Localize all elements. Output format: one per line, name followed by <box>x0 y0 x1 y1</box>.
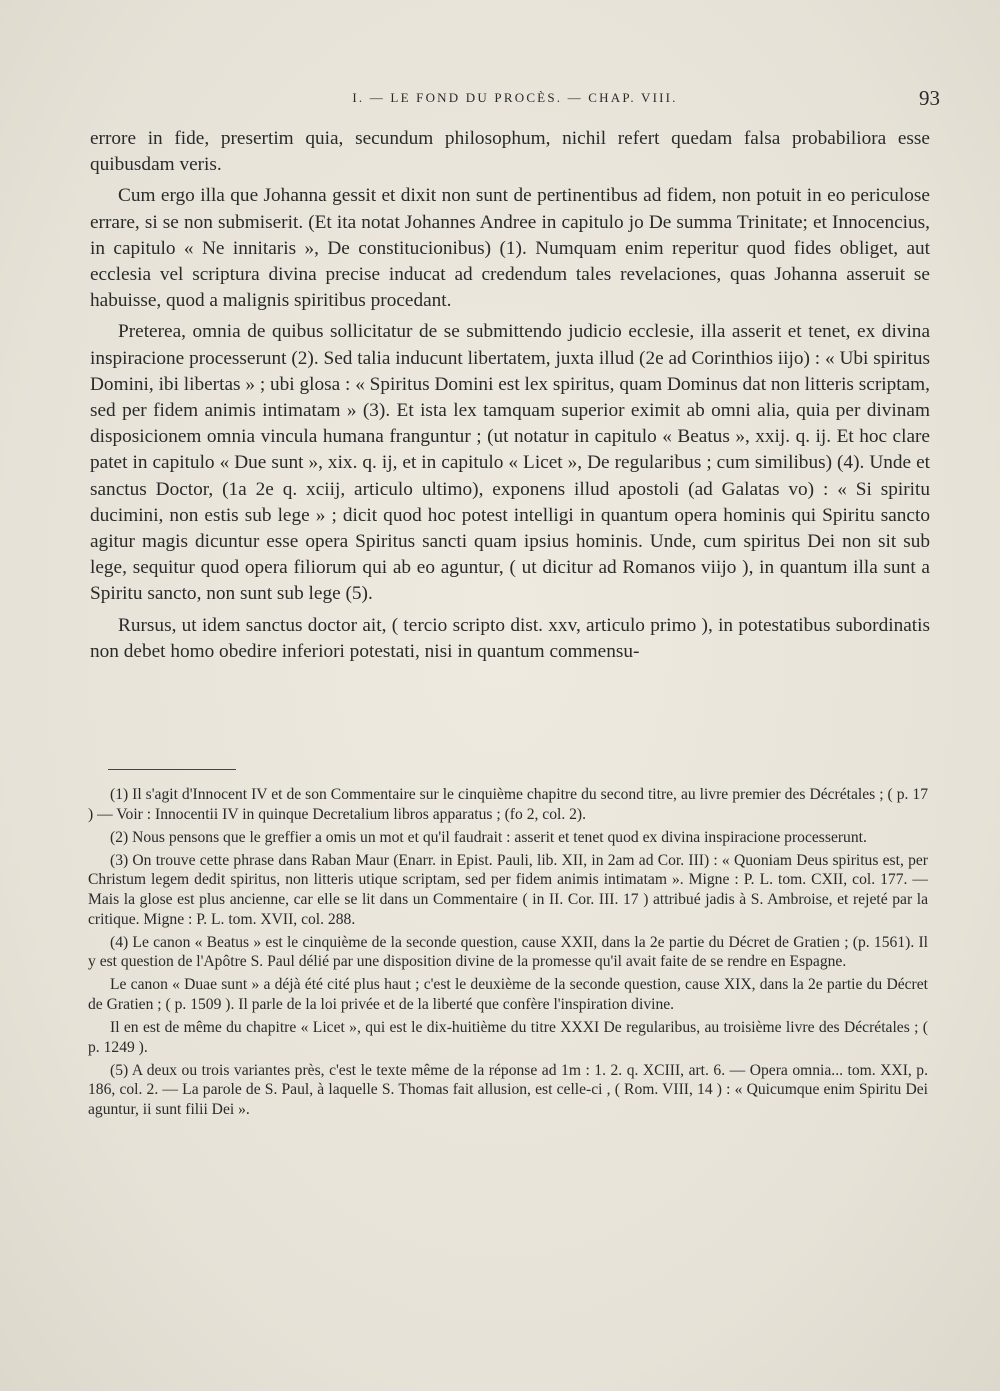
running-head <box>90 86 940 116</box>
paragraph: Preterea, omnia de quibus sollicitatur de se submittendo judicio ecclesie, illa asserit et tenet, ex divina inspiracione processerunt (2). Sed talia inducunt libertatem, juxta illud (2e ad Corinthios iijo) : « Ubi spiritus Domini, ibi libertas » ; ubi glosa : « Spiritus Domini est lex spiritus, quam Dominus dat non litteris scriptam, sed per fidem animis intimatam » (3). Et ista lex tamquam superior eximit ab omni alia, quia per divinam disposicionem omnia vincula humana franguntur ; (ut notatur in capitulo « Beatus », xxij. q. ij. Et hoc clare patet in capitulo « Due sunt », xix. q. ij, et in capitulo « Licet », De regularibus ; cum similibus) (4). Unde et sanctus Doctor, (1a 2e q. xciij, articulo ultimo), exponens illud apostoli (ad Galatas vo) : « Si spiritu ducimini, non estis sub lege » ; dicit quod hoc potest intelligi in quantum opera hominis qui Spiritu sancto agitur magis dicuntur esse opera Spiritus sancti quam ipsius hominis. Unde, cum spiritus Dei non sit sub lege, sequitur quod opera filiorum qui ab eo aguntur, ( ut dicitur ad Romanos viijo ), in quantum illa sunt a Spiritu sancto, non sunt sub lege (5). <box>90 321 930 605</box>
footnote: (2) Nous pensons que le greffier a omis un mot et qu'il faudrait : asserit et tenet quod ex divina inspiracione processerunt. <box>110 828 867 846</box>
footnote: Le canon « Duae sunt » a déjà été cité plus haut ; c'est le deuxième de la seconde question, cause XIX, dans la 2e partie du Décret de Gratien ; ( p. 1509 ). Il parle de la loi privée et de la liberté que confère l'inspiration divine. <box>88 976 928 1013</box>
footnote-divider <box>108 769 236 770</box>
paragraph: Cum ergo illa que Johanna gessit et dixit non sunt de pertinentibus ad fidem, non potuit in eo periculose errare, si se non submiserit. (Et ita notat Johannes Andree in capitulo jo De summa Trinitate; et Innocencius, in capitulo « Ne innitaris », De constitucionibus) (1). Numquam enim reperitur quod fides obliget, aut ecclesia vel scriptura divina precise inducat ad credendum tales revelaciones, quas Johanna asseruit se habuisse, quod a malignis spiritibus procedant. <box>90 185 930 312</box>
footnote: (1) Il s'agit d'Innocent IV et de son Commentaire sur le cinquième chapitre du second titre, au livre premier des Décrétales ; ( p. 17 ) — Voir : Innocentii IV in quinque Decretalium libros apparatus ; (fo 2, col. 2). <box>88 786 928 823</box>
page-number: 93 <box>919 86 940 110</box>
footnote: (3) On trouve cette phrase dans Raban Maur (Enarr. in Epist. Pauli, lib. XII, in 2am ad Cor. III) : « Quoniam Deus spiritus est, per Christum legem dedit spiritus, non litteris utique scriptam, sed per fidem animis intimatam ». Migne : P. L. tom. CXII, col. 177. — Mais la glose est plus ancienne, car elle se lit dans un Commentaire ( in II. Cor. III. 17 ) attribué jadis à S. Ambroise, et rejeté par la critique. Migne : P. L. tom. XVII, col. 288. <box>88 851 928 928</box>
running-title: I. — LE FOND DU PROCÈS. — CHAP. VIII. <box>352 90 678 105</box>
main-text <box>90 126 930 670</box>
footnote: (5) A deux ou trois variantes près, c'est le texte même de la réponse ad 1m : 1. 2. q. XCIII, art. 6. — Opera omnia... tom. XXI, p. 186, col. 2. — La parole de S. Paul, à laquelle S. Thomas fait allusion, est celle-ci , ( Rom. VIII, 14 ) : « Quicumque enim Spiritu Dei aguntur, ii sunt filii Dei ». <box>88 1061 928 1118</box>
footnote: Il en est de même du chapitre « Licet », qui est le dix-huitième du titre XXXI De regularibus, au troisième livre des Décrétales ; ( p. 1249 ). <box>88 1019 928 1056</box>
footnote: (4) Le canon « Beatus » est le cinquième de la seconde question, cause XXII, dans la 2e partie du Décret de Gratien ; (p. 1561). Il y est question de l'Apôtre S. Paul délié par une disposition divine de la promesse qu'il avait faite de se rendre en Espagne. <box>88 933 928 971</box>
paragraph: Rursus, ut idem sanctus doctor ait, ( tercio scripto dist. xxv, articulo primo ), in potestatibus subordinatis non debet homo obedire inferiori potestati, nisi in quantum commensu- <box>90 614 930 662</box>
footnotes <box>88 785 928 1123</box>
paragraph: errore in fide, presertim quia, secundum philosophum, nichil refert quedam falsa probabiliora esse quibusdam veris. <box>90 128 930 176</box>
